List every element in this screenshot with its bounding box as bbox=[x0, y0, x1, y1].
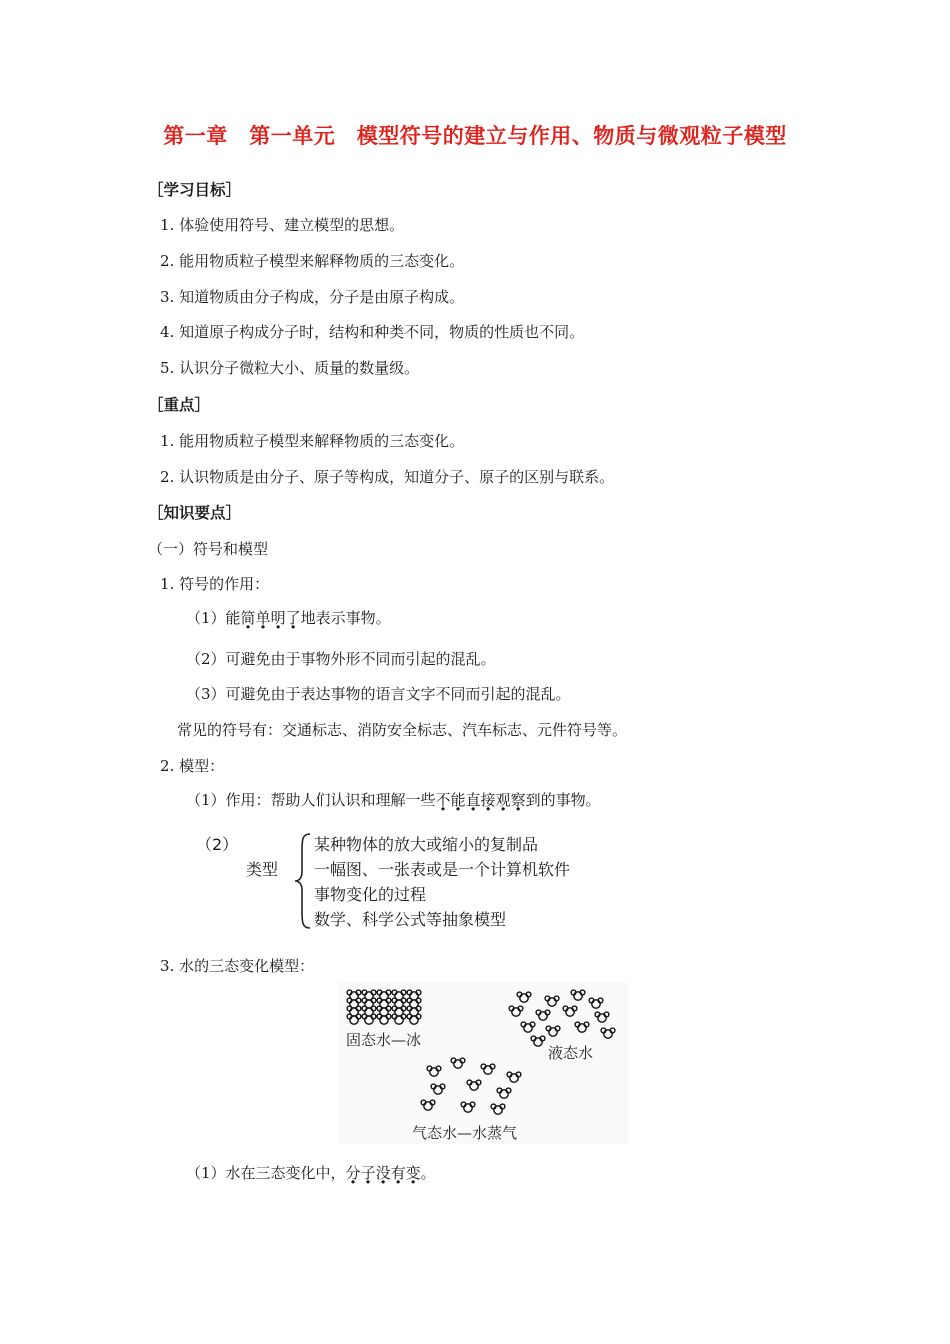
emphasis-char: 能 bbox=[450, 791, 466, 809]
symbol-item-2: （2）可避免由于事物外形不同而引起的混乱。 bbox=[186, 650, 496, 668]
water-molecule bbox=[392, 1014, 406, 1024]
liquid-molecules bbox=[509, 990, 615, 1046]
goal-item: 2. 能用物质粒子模型来解释物质的三态变化。 bbox=[160, 252, 465, 270]
water-molecule bbox=[467, 1080, 481, 1090]
emphasis-char: 不 bbox=[435, 791, 451, 809]
gas-molecules bbox=[421, 1058, 521, 1114]
goal-item: 5. 认识分子微粒大小、质量的数量级。 bbox=[160, 359, 420, 377]
water-molecule bbox=[521, 1022, 535, 1032]
model-types-label: 类型 bbox=[246, 860, 279, 879]
water-molecules-illustration bbox=[338, 982, 628, 1144]
goal-item: 3. 知道物质由分子构成，分子是由原子构成。 bbox=[160, 288, 465, 306]
key-points-heading: ［重点］ bbox=[148, 396, 211, 414]
emphasis-char: 子 bbox=[360, 1164, 376, 1182]
water-molecule bbox=[536, 1010, 550, 1020]
water-molecule bbox=[517, 992, 531, 1002]
liquid-label: 液态水 bbox=[548, 1044, 594, 1062]
water-molecule bbox=[451, 1058, 465, 1068]
symbol-heading: 1. 符号的作用： bbox=[160, 575, 270, 593]
water-molecule bbox=[509, 1006, 523, 1016]
emphasis-char: 简 bbox=[240, 609, 256, 627]
water-note: （1）水在三态变化中，分子没有变。 bbox=[186, 1164, 436, 1182]
knowledge-heading: ［知识要点］ bbox=[148, 504, 242, 522]
water-molecule bbox=[563, 1006, 577, 1016]
water-molecule bbox=[507, 1072, 521, 1082]
emphasis-char: 观 bbox=[495, 791, 511, 809]
water-molecule bbox=[362, 1014, 376, 1024]
water-molecule bbox=[601, 1028, 615, 1038]
water-molecule bbox=[497, 1088, 511, 1098]
water-molecule bbox=[491, 1104, 505, 1114]
goal-item: 4. 知道原子构成分子时，结构和种类不同，物质的性质也不同。 bbox=[160, 323, 585, 341]
section-title: （一）符号和模型 bbox=[148, 540, 269, 558]
page-title: 第一章 第一单元 模型符号的建立与作用、物质与微观粒子模型 bbox=[163, 124, 787, 148]
emphasis-char: 单 bbox=[255, 609, 271, 627]
model-type-item: 数学、科学公式等抽象模型 bbox=[314, 910, 507, 929]
water-heading: 3. 水的三态变化模型： bbox=[160, 957, 315, 975]
emphasis-char: 明 bbox=[270, 609, 286, 627]
water-molecule bbox=[571, 990, 585, 1000]
emphasis-char: 了 bbox=[285, 609, 301, 627]
emphasis-char: 察 bbox=[510, 791, 526, 809]
water-molecule bbox=[377, 1014, 391, 1024]
common-symbols: 常见的符号有：交通标志、消防安全标志、汽车标志、元件符号等。 bbox=[177, 721, 628, 739]
water-molecule bbox=[427, 1066, 441, 1076]
solid-label: 固态水—冰 bbox=[346, 1031, 422, 1049]
model-type-item: 一幅图、一张表或是一个计算机软件 bbox=[314, 860, 571, 879]
water-molecule bbox=[481, 1064, 495, 1074]
emphasis-char: 有 bbox=[390, 1164, 406, 1182]
water-molecule bbox=[431, 1084, 445, 1094]
water-molecule bbox=[421, 1100, 435, 1110]
emphasis-char: 分 bbox=[345, 1164, 361, 1182]
model-use: （1）作用：帮助人们认识和理解一些不能直接观察到的事物。 bbox=[186, 791, 601, 809]
symbol-item-1: （1）能简单明了地表示事物。 bbox=[186, 609, 391, 627]
goal-item: 1. 体验使用符号、建立模型的思想。 bbox=[160, 216, 405, 234]
symbol-item-3: （3）可避免由于表达事物的语言文字不同而引起的混乱。 bbox=[186, 685, 571, 703]
model-type-item: 事物变化的过程 bbox=[314, 885, 427, 904]
model-type-item: 某种物体的放大或缩小的复制品 bbox=[314, 835, 539, 854]
gas-label: 气态水—水蒸气 bbox=[412, 1124, 518, 1142]
emphasis-char: 没 bbox=[375, 1164, 391, 1182]
water-molecule bbox=[575, 1022, 589, 1032]
emphasis-char: 变 bbox=[405, 1164, 421, 1182]
water-molecule bbox=[407, 1014, 421, 1024]
model-types-number: （2） bbox=[196, 835, 239, 854]
key-point-item: 1. 能用物质粒子模型来解释物质的三态变化。 bbox=[160, 432, 465, 450]
solid-molecule-grid bbox=[347, 990, 421, 1024]
goals-heading: ［学习目标］ bbox=[148, 181, 242, 199]
water-molecule bbox=[589, 998, 603, 1008]
water-molecule bbox=[347, 1014, 361, 1024]
water-molecule bbox=[461, 1102, 475, 1112]
water-states-figure bbox=[338, 982, 628, 1144]
water-molecule bbox=[546, 1026, 560, 1036]
model-heading: 2. 模型： bbox=[160, 757, 225, 775]
emphasis-char: 接 bbox=[480, 791, 496, 809]
water-molecule bbox=[545, 996, 559, 1006]
key-point-item: 2. 认识物质是由分子、原子等构成，知道分子、原子的区别与联系。 bbox=[160, 468, 615, 486]
emphasis-char: 直 bbox=[465, 791, 481, 809]
curly-brace-icon bbox=[292, 832, 314, 930]
water-molecule bbox=[595, 1012, 609, 1022]
water-molecule bbox=[531, 1036, 545, 1046]
